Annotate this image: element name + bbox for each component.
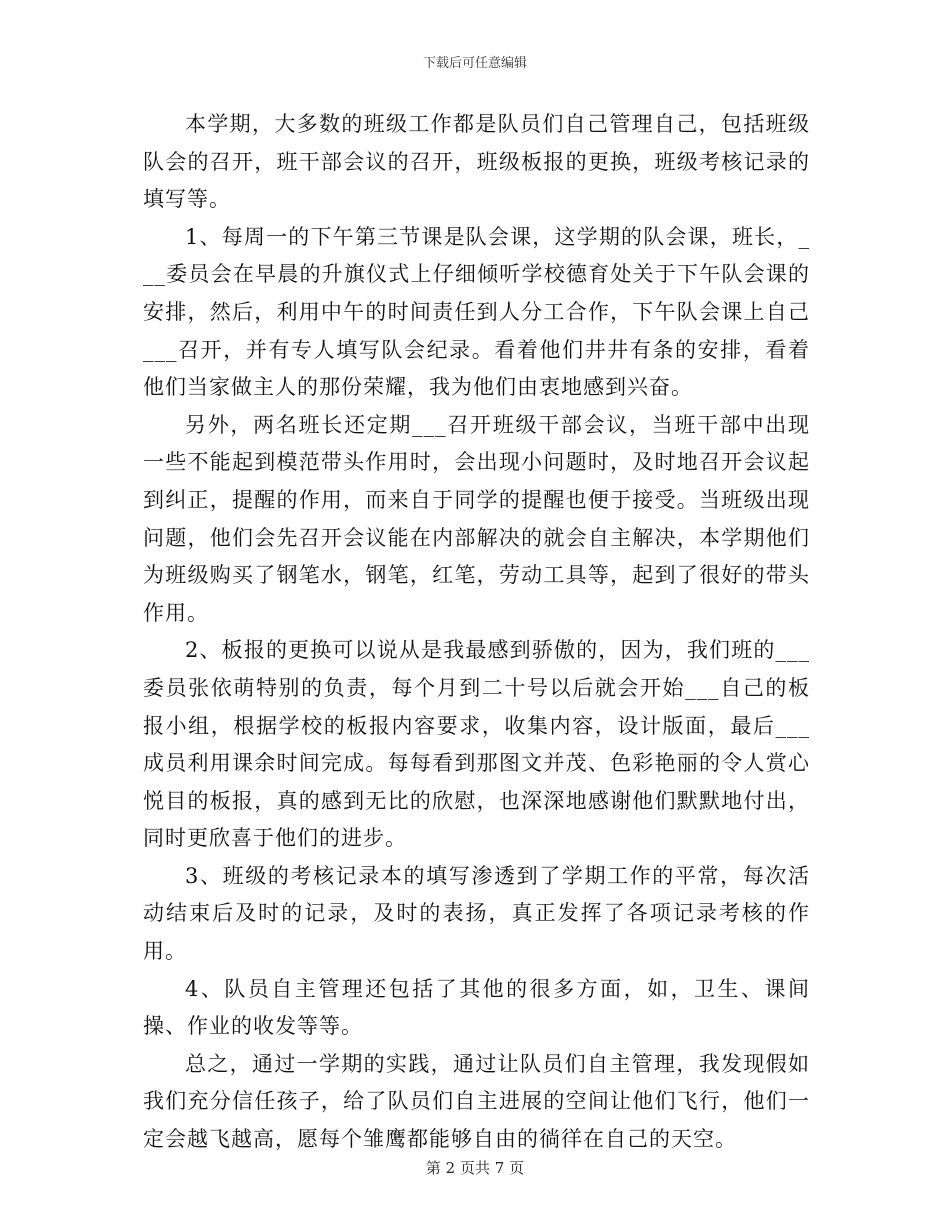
paragraph-item-1: 1、每周一的下午第三节课是队会课，这学期的队会课，班长，___委员会在早晨的升旗仪式上仔细倾听学校德育处关于下午队会课的安排，然后，利用中午的时间责任到人分工合作，下午队会课上自己___召开，并有专人填写队会纪录。看着他们井井有条的安排，看着他们当家做主人的那份荣耀，我为他们由衷地感到兴奋。 [143, 224, 810, 400]
page-number: 第 2 页共 7 页 [425, 1159, 525, 1177]
paragraph-class-meetings: 另外，两名班长还定期___召开班级干部会议，当班干部中出现一些不能起到模范带头作用时，会出现小问题时，及时地召开会议起到纠正，提醒的作用，而来自于同学的提醒也便于接受。当班级出现问题，他们会先召开会议能在内部解决的就会自主解决，本学期他们为班级购买了钢笔水，钢笔，红笔，劳动工具等，起到了很好的带头作用。 [143, 412, 810, 625]
paragraph-conclusion: 总之，通过一学期的实践，通过让队员们自主管理，我发现假如我们充分信任孩子，给了队员们自主进展的空间让他们飞行，他们一定会越飞越高，愿每个雏鹰都能够自由的徜徉在自己的天空。 [143, 1051, 810, 1152]
document-body [143, 106, 810, 1159]
paragraph-intro: 本学期，大多数的班级工作都是队员们自己管理自己，包括班级队会的召开，班干部会议的召开，班级板报的更换，班级考核记录的填写等。 [143, 112, 810, 212]
paragraph-item-2: 2、板报的更换可以说从是我最感到骄傲的，因为，我们班的___委员张依萌特别的负责，每个月到二十号以后就会开始___自己的板报小组，根据学校的板报内容要求，收集内容，设计版面，最后___成员利用课余时间完成。每每看到那图文并茂、色彩艳丽的令人赏心悦目的板报，真的感到无比的欣慰，也深深地感谢他们默默地付出，同时更欣喜于他们的进步。 [143, 638, 810, 851]
paragraph-item-3: 3、班级的考核记录本的填写渗透到了学期工作的平常，每次活动结束后及时的记录，及时的表扬，真正发挥了各项记录考核的作用。 [143, 863, 810, 964]
paragraph-item-4: 4、队员自主管理还包括了其他的很多方面，如，卫生、课间操、作业的收发等等。 [143, 976, 810, 1039]
page-header-note: 下载后可任意编辑 [422, 56, 527, 71]
